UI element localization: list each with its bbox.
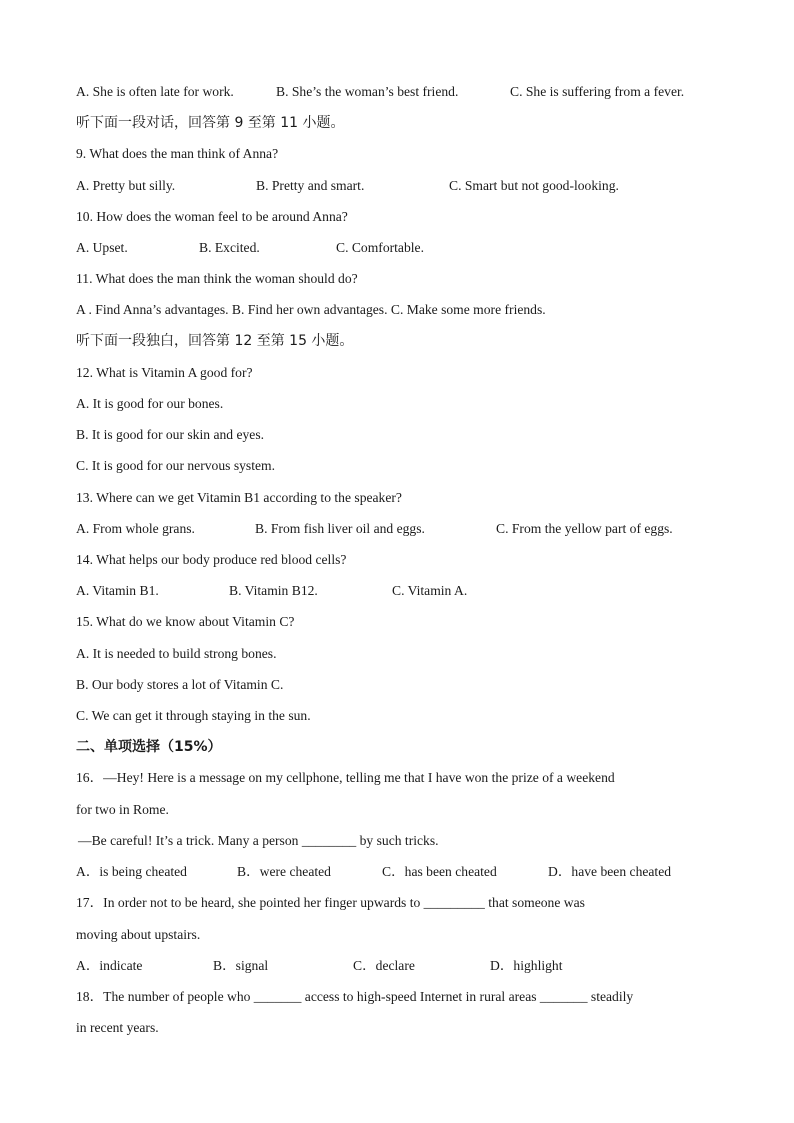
q10-option-c: C. Comfortable.: [336, 240, 424, 255]
q8-option-a: A. She is often late for work.: [76, 84, 234, 99]
q11-stem: 11. What does the man think the woman should do?: [76, 271, 358, 286]
q9-option-b: B. Pretty and smart.: [256, 178, 365, 193]
q10-option-b: B. Excited.: [199, 240, 260, 255]
q8-option-b: B. She’s the woman’s best friend.: [276, 84, 459, 99]
section-intro-9-11: 听下面一段对话，回答第 9 至第 11 小题。: [76, 115, 345, 131]
q12-option-b: B. It is good for our skin and eyes.: [76, 427, 265, 442]
q12-stem: 12. What is Vitamin A good for?: [76, 365, 253, 380]
q13-option-a: A. From whole grans.: [76, 521, 195, 536]
q14-stem: 14. What helps our body produce red blood cells?: [76, 552, 347, 567]
q9-stem: 9. What does the man think of Anna?: [76, 146, 279, 161]
q15-stem: 15. What do we know about Vitamin C?: [76, 614, 295, 629]
q18-stem-line1: 18．The number of people who _______ access to high-speed Internet in rural areas _______ steadily: [76, 989, 634, 1004]
q16-option-b: B．were cheated: [237, 864, 331, 879]
q13-option-b: B. From fish liver oil and eggs.: [255, 521, 425, 536]
q16-option-d: D．have been cheated: [548, 864, 672, 879]
q10-option-a: A. Upset.: [76, 240, 128, 255]
q9-option-c: C. Smart but not good-looking.: [449, 178, 619, 193]
q17-option-d: D．highlight: [490, 958, 563, 973]
q17-stem-line1: 17．In order not to be heard, she pointed her finger upwards to _________ that someone was: [76, 895, 585, 910]
q12-option-a: A. It is good for our bones.: [76, 396, 224, 411]
q16-option-a: A．is being cheated: [76, 864, 187, 879]
q18-stem-line2: in recent years.: [76, 1020, 159, 1035]
q17-option-c: C．declare: [353, 958, 415, 973]
q16-option-c: C．has been cheated: [382, 864, 497, 879]
q14-option-c: C. Vitamin A.: [392, 583, 468, 598]
q12-option-c: C. It is good for our nervous system.: [76, 458, 275, 473]
q15-option-a: A. It is needed to build strong bones.: [76, 646, 277, 661]
section-intro-12-15: 听下面一段独白，回答第 12 至第 15 小题。: [76, 333, 354, 349]
q17-option-b: B．signal: [213, 958, 269, 973]
q16-stem-line3: —Be careful! It’s a trick. Many a person ________ by such tricks.: [78, 833, 439, 848]
q17-stem-line2: moving about upstairs.: [76, 927, 201, 942]
q9-option-a: A. Pretty but silly.: [76, 178, 176, 193]
q8-option-c: C. She is suffering from a fever.: [510, 84, 685, 99]
q11-options: A . Find Anna’s advantages. B. Find her own advantages. C. Make some more friends.: [76, 302, 546, 317]
q14-option-b: B. Vitamin B12.: [229, 583, 318, 598]
q10-stem: 10. How does the woman feel to be around Anna?: [76, 209, 348, 224]
q16-stem-line1: 16．—Hey! Here is a message on my cellphone, telling me that I have won the prize of a weekend: [76, 770, 615, 785]
section2-heading: 二、单项选择（15%）: [76, 739, 222, 755]
q15-option-c: C. We can get it through staying in the sun.: [76, 708, 311, 723]
q13-stem: 13. Where can we get Vitamin B1 according to the speaker?: [76, 490, 402, 505]
q16-stem-line2: for two in Rome.: [76, 802, 169, 817]
q14-option-a: A. Vitamin B1.: [76, 583, 159, 598]
q13-option-c: C. From the yellow part of eggs.: [496, 521, 673, 536]
q15-option-b: B. Our body stores a lot of Vitamin C.: [76, 677, 284, 692]
q17-option-a: A．indicate: [76, 958, 143, 973]
